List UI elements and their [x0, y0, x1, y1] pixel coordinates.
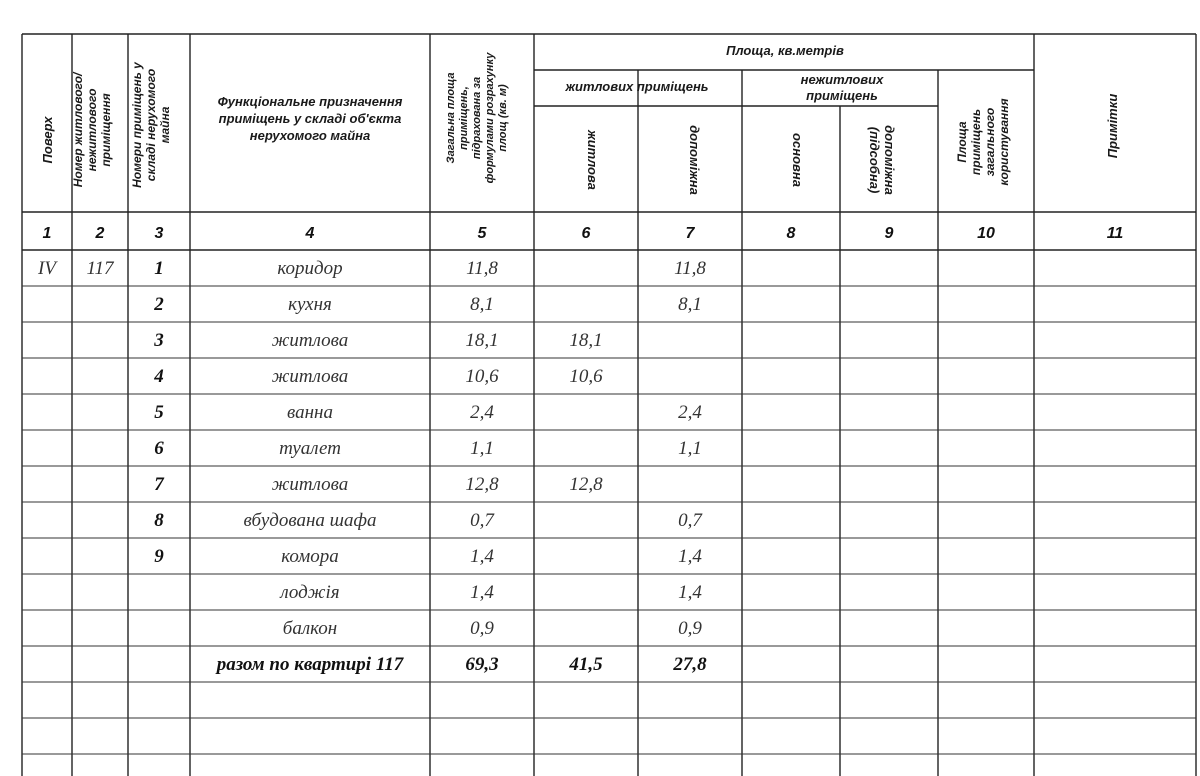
- cell-total-area: 69,3: [465, 654, 499, 675]
- cell-purpose: кухня: [288, 294, 332, 315]
- svg-text:Номери приміщень у: Номери приміщень у: [130, 62, 144, 188]
- cell-auxiliary: 1,1: [678, 438, 702, 459]
- cell-purpose: житлова: [271, 330, 349, 351]
- svg-text:складі нерухомого: складі нерухомого: [144, 68, 158, 182]
- svg-text:Площа: Площа: [955, 121, 969, 163]
- cell-total-area: 1,4: [470, 546, 494, 567]
- column-number: 1: [42, 225, 52, 242]
- svg-text:допоміжна: допоміжна: [882, 125, 897, 195]
- svg-text:підрахована за: підрахована за: [471, 76, 483, 160]
- cell-purpose: балкон: [282, 618, 338, 639]
- cell-auxiliary: 2,4: [678, 402, 702, 423]
- cell-purpose: коридор: [277, 258, 343, 279]
- header-residential-group: житлових приміщень: [565, 79, 709, 94]
- cell-total-area: 8,1: [470, 294, 494, 315]
- cell-total-area: 0,7: [470, 510, 494, 531]
- header-main: основна: [790, 133, 805, 187]
- cell-room-number: 6: [154, 438, 164, 459]
- svg-text:нежитлових: нежитлових: [800, 72, 884, 87]
- svg-text:приміщень: приміщень: [806, 88, 878, 103]
- column-number: 3: [154, 225, 164, 242]
- cell-purpose: туалет: [279, 438, 341, 459]
- cell-purpose: лоджія: [280, 582, 340, 603]
- cell-total-area: 1,4: [470, 582, 494, 603]
- svg-text:користування: користування: [997, 98, 1011, 186]
- cell-room-number: 3: [154, 330, 164, 351]
- cell-total-area: 2,4: [470, 402, 494, 423]
- cell-floor: IV: [38, 258, 56, 279]
- cell-living: 41,5: [569, 654, 603, 675]
- svg-text:Загальна площа: Загальна площа: [445, 72, 457, 164]
- cell-auxiliary: 27,8: [673, 654, 707, 675]
- header-living: житлова: [585, 130, 600, 190]
- cell-purpose: ванна: [287, 402, 333, 423]
- svg-text:приміщення: приміщення: [99, 93, 113, 167]
- cell-total-area: 18,1: [465, 330, 499, 351]
- header-auxiliary: допоміжна: [687, 125, 702, 195]
- cell-total-area: 12,8: [465, 474, 499, 495]
- header-notes: Примітки: [1105, 93, 1120, 159]
- column-number: 8: [786, 225, 796, 242]
- svg-text:майна: майна: [158, 106, 172, 144]
- cell-unit-number: 117: [86, 258, 114, 279]
- header-floor: Поверх: [40, 116, 55, 164]
- cell-total-area: 0,9: [470, 618, 494, 639]
- cell-room-number: 9: [154, 546, 164, 567]
- cell-purpose: вбудована шафа: [243, 510, 377, 531]
- cell-auxiliary: 1,4: [678, 546, 702, 567]
- column-number: 6: [581, 225, 591, 242]
- svg-text:формулами розрахунку: формулами розрахунку: [484, 52, 496, 184]
- svg-text:загального: загального: [983, 107, 997, 177]
- cell-purpose: комора: [281, 546, 339, 567]
- cell-auxiliary: 0,7: [678, 510, 702, 531]
- cell-purpose: разом по квартирі 117: [216, 654, 404, 675]
- svg-text:приміщень: приміщень: [969, 108, 983, 176]
- cell-room-number: 2: [154, 294, 164, 315]
- header-nonresidential-group: [801, 72, 884, 103]
- svg-text:площ (кв. м): площ (кв. м): [497, 84, 509, 152]
- cell-room-number: 8: [154, 510, 164, 531]
- column-number: 7: [685, 225, 695, 242]
- cell-living: 18,1: [569, 330, 603, 351]
- header-auxiliary-utility: [867, 125, 897, 195]
- cell-living: 12,8: [569, 474, 603, 495]
- cell-room-number: 4: [154, 366, 164, 387]
- header-area-group: Площа, кв.метрів: [726, 43, 844, 58]
- cell-room-number: 7: [154, 474, 164, 495]
- svg-text:приміщень у складі об'єкта: приміщень у складі об'єкта: [218, 111, 402, 126]
- cell-purpose: житлова: [271, 474, 349, 495]
- cell-room-number: 5: [154, 402, 164, 423]
- cell-purpose: житлова: [271, 366, 349, 387]
- svg-text:(підсобна): (підсобна): [867, 126, 882, 194]
- column-number: 2: [95, 225, 105, 242]
- cell-living: 10,6: [569, 366, 603, 387]
- column-number: 9: [884, 225, 894, 242]
- cell-auxiliary: 8,1: [678, 294, 702, 315]
- svg-text:приміщень,: приміщень,: [458, 86, 470, 150]
- svg-text:нерухомого майна: нерухомого майна: [249, 128, 371, 143]
- cell-auxiliary: 1,4: [678, 582, 702, 603]
- cell-auxiliary: 0,9: [678, 618, 702, 639]
- cell-total-area: 10,6: [465, 366, 499, 387]
- svg-text:нежитлового: нежитлового: [85, 88, 99, 172]
- column-number: 5: [477, 225, 487, 242]
- column-number: 11: [1106, 225, 1124, 242]
- cell-total-area: 1,1: [470, 438, 494, 459]
- column-number: 4: [305, 225, 315, 242]
- svg-text:Функціональне призначення: Функціональне призначення: [217, 94, 403, 109]
- svg-text:Номер житлового/: Номер житлового/: [71, 72, 85, 188]
- column-number: 10: [977, 225, 995, 242]
- cell-auxiliary: 11,8: [674, 258, 706, 279]
- cell-total-area: 11,8: [466, 258, 498, 279]
- cell-room-number: 1: [154, 258, 164, 279]
